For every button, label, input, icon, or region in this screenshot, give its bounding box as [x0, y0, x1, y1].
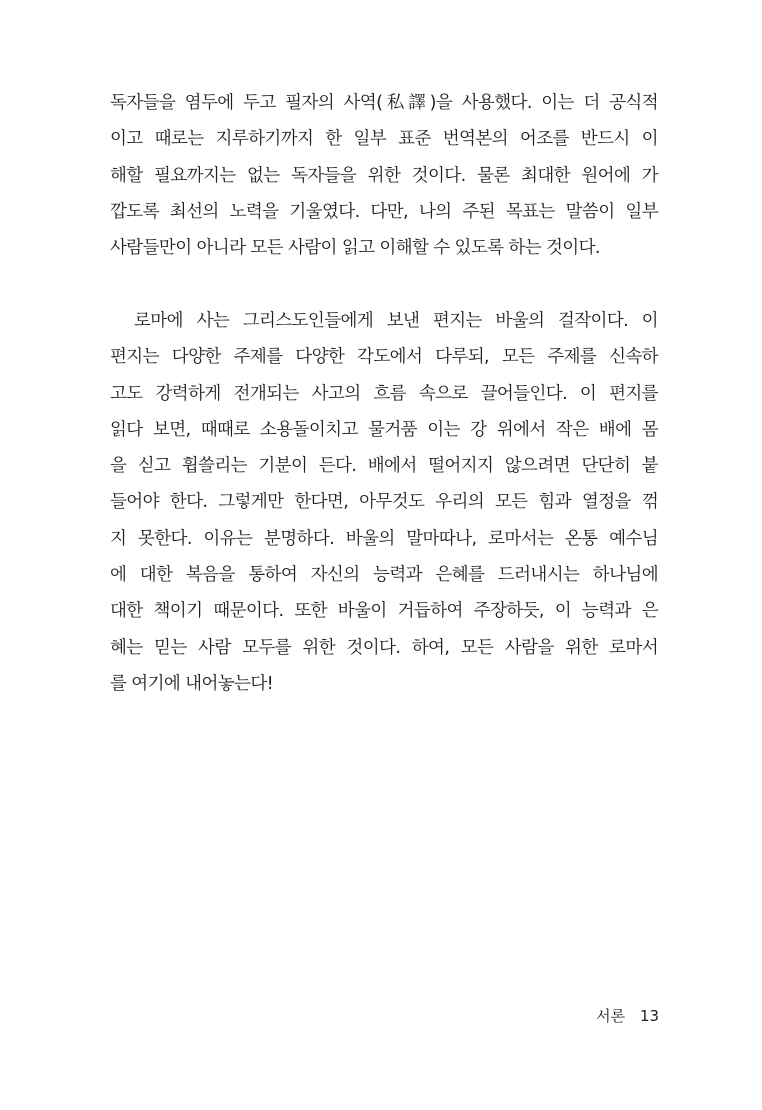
- text-line: 편지는 다양한 주제를 다양한 각도에서 다루되, 모든 주제를 신속하: [110, 347, 658, 368]
- paragraph-2: [110, 303, 658, 702]
- paragraph-1: [110, 85, 658, 266]
- text-line: 로마에 사는 그리스도인들에게 보낸 편지는 바울의 걸작이다. 이: [134, 311, 658, 331]
- text-line: 깝도록 최선의 노력을 기울였다. 다만, 나의 주된 목표는 말씀이 일부: [110, 201, 658, 222]
- page-number: 13: [639, 1007, 659, 1025]
- text-line: 에 대한 복음을 통하여 자신의 능력과 은혜를 드러내시는 하나님에: [110, 565, 658, 586]
- text-line: 혜는 믿는 사람 모두를 위한 것이다. 하여, 모든 사람을 위한 로마서: [110, 637, 658, 658]
- text-line: 읽다 보면, 때때로 소용돌이치고 물거품 이는 강 위에서 작은 배에 몸: [110, 419, 658, 440]
- text-line: 해할 필요까지는 없는 독자들을 위한 것이다. 물론 최대한 원어에 가: [110, 165, 658, 186]
- section-title: 서론: [596, 1007, 626, 1025]
- text-line: 대한 책이기 때문이다. 또한 바울이 거듭하여 주장하듯, 이 능력과 은: [110, 601, 658, 622]
- page-footer: [596, 1006, 659, 1026]
- text-line: 을 싣고 휩쓸리는 기분이 든다. 배에서 떨어지지 않으려면 단단히 붙: [110, 456, 658, 477]
- text-line: 독자들을 염두에 두고 필자의 사역(私譯)을 사용했다. 이는 더 공식적: [110, 93, 658, 113]
- text-line: 를 여기에 내어놓는다!: [110, 673, 274, 694]
- text-line: 사람들만이 아니라 모든 사람이 읽고 이해할 수 있도록 하는 것이다.: [110, 238, 600, 259]
- text-line: 들어야 한다. 그렇게만 한다면, 아무것도 우리의 모든 힘과 열정을 꺾: [110, 492, 658, 513]
- text-line: 고도 강력하게 전개되는 사고의 흐름 속으로 끌어들인다. 이 편지를: [110, 383, 658, 404]
- text-line: 지 못한다. 이유는 분명하다. 바울의 말마따나, 로마서는 온통 예수님: [110, 528, 658, 549]
- text-line: 이고 때로는 지루하기까지 한 일부 표준 번역본의 어조를 반드시 이: [110, 129, 658, 150]
